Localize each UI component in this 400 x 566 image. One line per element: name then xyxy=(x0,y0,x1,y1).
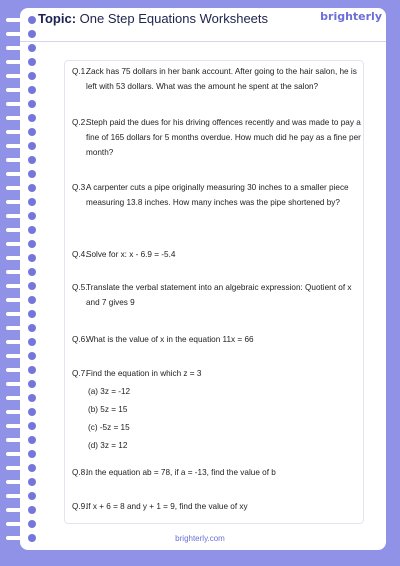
binding-ring xyxy=(8,58,36,66)
binding-ring xyxy=(8,114,36,122)
question-number: Q.7. xyxy=(72,369,88,378)
question-5 xyxy=(72,280,362,310)
question-number: Q.1. xyxy=(72,67,88,76)
binding-ring xyxy=(8,324,36,332)
spiral-binding xyxy=(0,0,40,566)
binding-ring xyxy=(8,296,36,304)
binding-ring xyxy=(8,436,36,444)
question-6 xyxy=(72,332,362,347)
binding-ring xyxy=(8,142,36,150)
topic-title: One Step Equations Worksheets xyxy=(79,11,269,26)
question-text: What is the value of x in the equation 11x = 66 xyxy=(86,335,254,344)
binding-ring xyxy=(8,156,36,164)
binding-ring xyxy=(8,408,36,416)
answer-option-b: (b) 5z = 15 xyxy=(88,405,128,414)
footer-url: brighterly.com xyxy=(175,534,225,543)
answer-option-a: (a) 3z = -12 xyxy=(88,387,131,396)
question-4 xyxy=(72,247,362,262)
question-number: Q.6. xyxy=(72,335,88,344)
question-number: Q.9. xyxy=(72,502,88,511)
binding-ring xyxy=(8,72,36,80)
binding-ring xyxy=(8,310,36,318)
question-2 xyxy=(72,115,362,160)
binding-ring xyxy=(8,268,36,276)
binding-ring xyxy=(8,170,36,178)
question-number: Q.5. xyxy=(72,283,88,292)
binding-ring xyxy=(8,380,36,388)
question-number: Q.2. xyxy=(72,118,88,127)
question-9 xyxy=(72,499,362,514)
question-text: If x + 6 = 8 and y + 1 = 9, find the value of xy xyxy=(86,502,248,511)
binding-ring xyxy=(8,366,36,374)
binding-ring xyxy=(8,226,36,234)
question-text: Translate the verbal statement into an algebraic expression: Quotient of x and 7 gives 9 xyxy=(86,283,352,307)
binding-ring xyxy=(8,352,36,360)
binding-ring xyxy=(8,240,36,248)
question-text: Find the equation in which z = 3 xyxy=(86,369,202,378)
binding-ring xyxy=(8,492,36,500)
question-text: Steph paid the dues for his driving offences recently and was made to pay a fine of 165 dollars for 5 months overdue. How much did he pay as a fine per month? xyxy=(86,118,361,157)
binding-ring xyxy=(8,394,36,402)
page-title xyxy=(38,11,268,26)
brighterly-logo: brighterly xyxy=(320,10,382,23)
question-text: Solve for x: x - 6.9 = -5.4 xyxy=(86,250,176,259)
question-number: Q.8. xyxy=(72,468,88,477)
binding-ring xyxy=(8,464,36,472)
binding-ring xyxy=(8,86,36,94)
answer-option-d: (d) 3z = 12 xyxy=(88,441,128,450)
binding-ring xyxy=(8,44,36,52)
question-3 xyxy=(72,180,362,210)
question-text: In the equation ab = 78, if a = -13, find the value of b xyxy=(86,468,276,477)
binding-ring xyxy=(8,506,36,514)
answer-option-c: (c) -5z = 15 xyxy=(88,423,130,432)
question-text: Zack has 75 dollars in her bank account. After going to the hair salon, he is left with 53 dollars. What was the amount he spent at the salon? xyxy=(86,67,357,91)
binding-ring xyxy=(8,520,36,528)
binding-ring xyxy=(8,422,36,430)
question-1 xyxy=(72,64,362,94)
binding-ring xyxy=(8,184,36,192)
binding-ring xyxy=(8,478,36,486)
binding-ring xyxy=(8,212,36,220)
binding-ring xyxy=(8,254,36,262)
binding-ring xyxy=(8,450,36,458)
binding-ring xyxy=(8,338,36,346)
question-number: Q.4. xyxy=(72,250,88,259)
binding-ring xyxy=(8,282,36,290)
binding-ring xyxy=(8,128,36,136)
topic-label: Topic: xyxy=(38,11,77,26)
question-text: A carpenter cuts a pipe originally measuring 30 inches to a smaller piece measuring 13.8 inches. How many inches was the pipe shortened by? xyxy=(86,183,349,207)
question-7 xyxy=(72,366,362,453)
question-number: Q.3. xyxy=(72,183,88,192)
binding-ring xyxy=(8,100,36,108)
binding-ring xyxy=(8,198,36,206)
question-8 xyxy=(72,465,362,480)
